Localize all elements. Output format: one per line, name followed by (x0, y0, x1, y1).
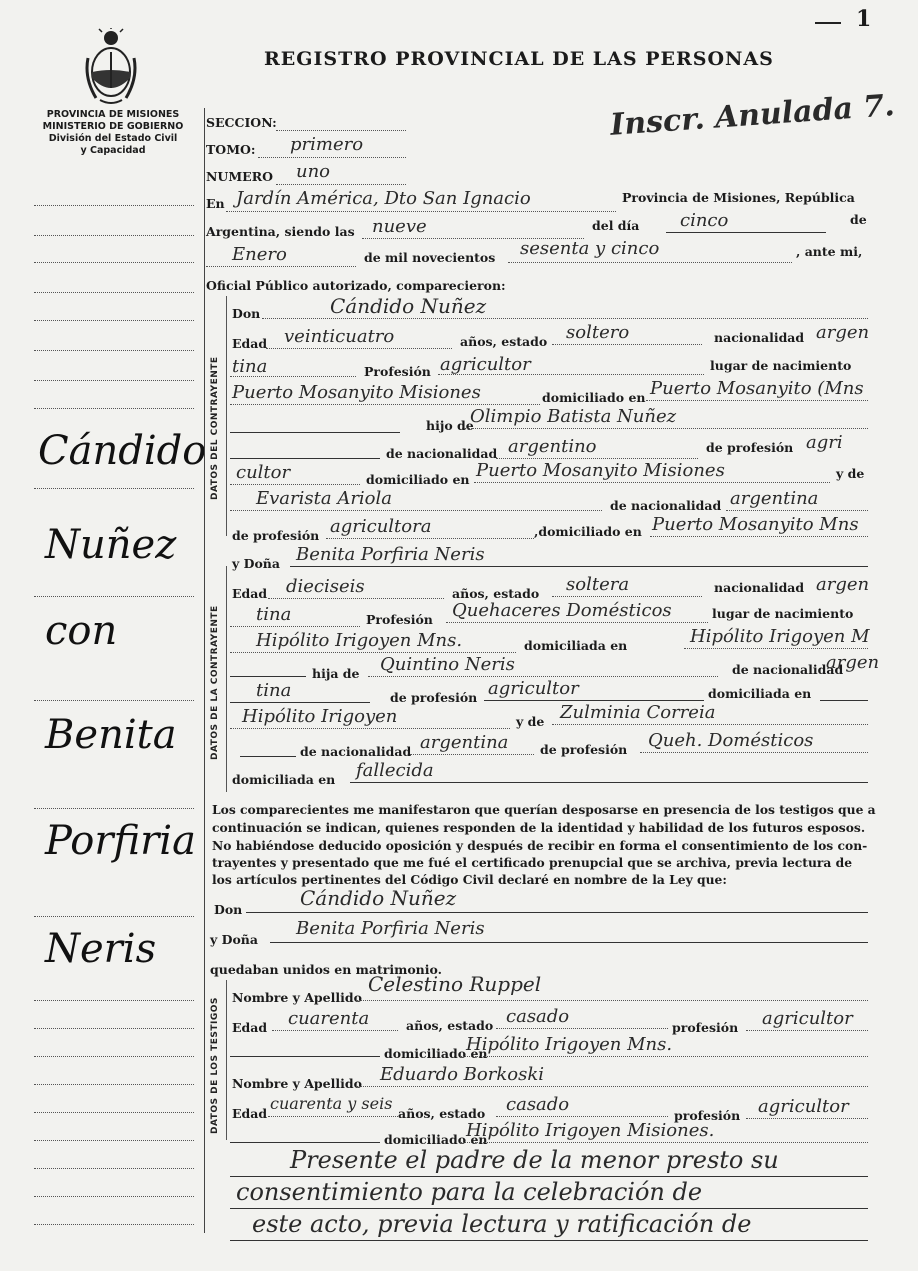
month-value: Enero (232, 244, 287, 265)
groom-lugar-label: lugar de nacimiento (710, 358, 852, 373)
bride-mother-dom-label: domiciliada en (232, 772, 336, 787)
bride-edad-label: Edad (232, 586, 268, 601)
bride-father-nat-label: de nacionalidad (732, 662, 844, 677)
bride-mother-dom: fallecida (356, 760, 434, 781)
bride-mother-prof: Queh. Domésticos (648, 730, 814, 751)
page-title: REGISTRO PROVINCIAL DE LAS PERSONAS (264, 48, 774, 70)
bride-name: Benita Porfiria Neris (296, 544, 485, 565)
page-number: 1 (856, 6, 872, 32)
statement-line-1: Los comparecientes me manifestaron que querían desposarse en presencia de los testigos que a (212, 802, 876, 817)
statement-dona-label: y Doña (210, 932, 258, 947)
bride-father-prof: agricultor (488, 678, 579, 699)
numero-label: NUMERO (206, 169, 273, 184)
hijo-label: hijo de (426, 418, 474, 433)
bride-father-prof-label: de profesión (390, 690, 478, 705)
sidebar-name-5: Porfiria (45, 818, 196, 864)
edad-label: Edad (232, 336, 268, 351)
statement-line-3: No habiéndose deducido oposición y después de recibir en forma el consentimiento de los con- (212, 838, 868, 853)
bride-nat-1: argen (816, 574, 870, 595)
day-value: cinco (680, 210, 729, 231)
w2-prof: agricultor (758, 1096, 849, 1117)
numero-value: uno (296, 161, 331, 182)
groom-nat-1: argen (816, 322, 870, 343)
bride-father-nat-2: tina (256, 680, 292, 701)
bride-mother-prof-label: de profesión (540, 742, 628, 757)
w1-edad-label: Edad (232, 1020, 268, 1035)
en-label: En (206, 196, 225, 211)
hour-value: nueve (372, 216, 427, 237)
w2-anos-estado: años, estado (398, 1106, 486, 1121)
ante-mi-label: , ante mi, (796, 244, 863, 259)
groom-nacionalidad-label: nacionalidad (714, 330, 805, 345)
division-label-2: y Capacidad (80, 145, 146, 156)
bride-father-nat-1: argen (826, 652, 880, 673)
contrayente-bracket (226, 296, 227, 536)
statement-line-5: los artículos pertinentes del Código Civil declaré en nombre de la Ley que: (212, 872, 727, 887)
sidebar-name-4: Benita (45, 712, 177, 758)
del-dia-label: del día (592, 218, 640, 233)
oficial-text: Oficial Público autorizado, comparecieron: (206, 278, 506, 293)
tomo-label: TOMO: (206, 142, 256, 157)
w1-estado: casado (506, 1006, 570, 1027)
w2-domiciliado-label: domiciliado en (384, 1132, 488, 1147)
mother-dom-label: ,domiciliado en (534, 524, 642, 539)
bride-mother-nat-label: de nacionalidad (300, 744, 412, 759)
testigos-side-label: DATOS DE LOS TESTIGOS (210, 997, 220, 1134)
don-label: Don (232, 306, 261, 321)
sidebar-divider (204, 108, 205, 1233)
bride-lugar-label: lugar de nacimiento (712, 606, 854, 621)
groom-profesion-label: Profesión (364, 364, 431, 379)
groom-father-dom: Puerto Mosanyito Misiones (476, 460, 725, 481)
groom-mother-prof: agricultora (330, 516, 432, 537)
groom-mother-dom: Puerto Mosanyito Mns (652, 514, 859, 535)
bride-nat-2: tina (256, 604, 292, 625)
groom-mother: Evarista Ariola (256, 488, 393, 509)
groom-profesion: agricultor (440, 354, 531, 375)
coat-of-arms-icon (82, 28, 140, 106)
groom-father-prof-2: cultor (236, 462, 291, 483)
statement-dona-name: Benita Porfiria Neris (296, 918, 485, 939)
groom-domicilio: Puerto Mosanyito (Mns (650, 378, 864, 399)
dona-label: y Doña (232, 556, 280, 571)
testigos-bracket (226, 980, 227, 1140)
bride-mother: Zulminia Correia (560, 702, 716, 723)
groom-father: Olimpio Batista Nuñez (470, 406, 677, 427)
bride-estado: soltera (566, 574, 630, 595)
bride-father: Quintino Neris (380, 654, 515, 675)
tomo-value: primero (290, 134, 364, 155)
bride-y-de-label: y de (516, 714, 545, 729)
groom-domiciliado-label: domiciliado en (542, 390, 646, 405)
bride-profesion-label: Profesión (366, 612, 433, 627)
sidebar-name-1: Cándido (38, 428, 207, 474)
w1-prof: agricultor (762, 1008, 853, 1029)
hija-label: hija de (312, 666, 360, 681)
united-text: quedaban unidos en matrimonio. (210, 962, 442, 977)
y-de-label: y de (836, 466, 865, 481)
w2-dom: Hipólito Irigoyen Misiones. (466, 1120, 715, 1141)
sidebar-name-6: Neris (45, 926, 157, 972)
w2-estado: casado (506, 1094, 570, 1115)
contrayente-side-label: DATOS DEL CONTRAYENTE (210, 356, 220, 500)
annulled-note: Inscr. Anulada 7. (609, 88, 896, 143)
groom-father-nat: argentino (508, 436, 597, 457)
argentina-text: Argentina, siendo las (206, 224, 355, 239)
mother-prof-label: de profesión (232, 528, 320, 543)
sidebar-name-3: con (45, 608, 118, 654)
bride-domiciliada-label: domiciliada en (524, 638, 628, 653)
groom-father-prof-1: agri (806, 432, 843, 453)
ministry-label: MINISTERIO DE GOBIERNO (42, 121, 184, 132)
bride-profesion: Quehaceres Domésticos (452, 600, 672, 621)
w1-dom: Hipólito Irigoyen Mns. (466, 1034, 673, 1055)
contrayente-f-side-label: DATOS DE LA CONTRAYENTE (210, 605, 220, 760)
bride-father-dom: Hipólito Irigoyen (242, 706, 398, 727)
groom-mother-nat: argentina (730, 488, 819, 509)
father-dom-label: domiciliado en (366, 472, 470, 487)
province-text: Provincia de Misiones, República (622, 190, 855, 205)
bride-age: dieciseis (286, 576, 365, 597)
groom-age: veinticuatro (284, 326, 395, 347)
corner-mark (815, 22, 841, 24)
groom-anos-estado: años, estado (460, 334, 548, 349)
w1-nombre-label: Nombre y Apellido (232, 990, 362, 1005)
bride-mother-nat: argentina (420, 732, 509, 753)
groom-estado: soltero (566, 322, 630, 343)
w1-age: cuarenta (288, 1008, 370, 1029)
w1-name: Celestino Ruppel (368, 972, 542, 996)
w2-nombre-label: Nombre y Apellido (232, 1076, 362, 1091)
bride-nacionalidad-label: nacionalidad (714, 580, 805, 595)
w2-name: Eduardo Borkoski (380, 1064, 544, 1085)
statement-don-label: Don (214, 902, 243, 917)
w2-profesion-label: profesión (674, 1108, 741, 1123)
footer-note-3: este acto, previa lectura y ratificación de (252, 1210, 752, 1238)
bride-anos-estado: años, estado (452, 586, 540, 601)
year-value: sesenta y cinco (520, 238, 660, 259)
de-mil-label: de mil novecientos (364, 250, 496, 265)
division-label: División del Estado Civil (48, 133, 178, 144)
w1-profesion-label: profesión (672, 1020, 739, 1035)
groom-name: Cándido Nuñez (330, 294, 487, 318)
sidebar-header (28, 109, 198, 157)
w2-edad-label: Edad (232, 1106, 268, 1121)
statement-line-2: continuación se indican, quienes responden de la identidad y habilidad de los futuros esposos. (212, 820, 866, 835)
w1-domiciliado-label: domiciliado en (384, 1046, 488, 1061)
w2-age: cuarenta y seis (270, 1094, 393, 1113)
place-value: Jardín América, Dto San Ignacio (236, 188, 531, 209)
province-label: PROVINCIA DE MISIONES (46, 109, 180, 120)
statement-line-4: trayentes y presentado que me fué el certificado prenupcial que se archiva, previa lectura de (212, 855, 853, 870)
seccion-label: SECCION: (206, 115, 277, 130)
mother-nat-label: de nacionalidad (610, 498, 722, 513)
father-prof-label: de profesión (706, 440, 794, 455)
bride-father-dom-label: domiciliada en (708, 686, 812, 701)
bride-birthplace: Hipólito Irigoyen Mns. (256, 630, 463, 651)
w1-anos-estado: años, estado (406, 1018, 494, 1033)
sidebar-name-2: Nuñez (45, 522, 177, 568)
groom-nat-2: tina (232, 356, 268, 377)
bride-domicilio: Hipólito Irigoyen M (690, 626, 870, 647)
footer-note-1: Presente el padre de la menor presto su (290, 1146, 779, 1174)
footer-note-2: consentimiento para la celebración de (236, 1178, 703, 1206)
father-nat-label: de nacionalidad (386, 446, 498, 461)
de-label: de (850, 212, 867, 227)
statement-don-name: Cándido Nuñez (300, 886, 457, 910)
groom-birthplace: Puerto Mosanyito Misiones (232, 382, 481, 403)
contrayente-f-bracket (226, 566, 227, 792)
